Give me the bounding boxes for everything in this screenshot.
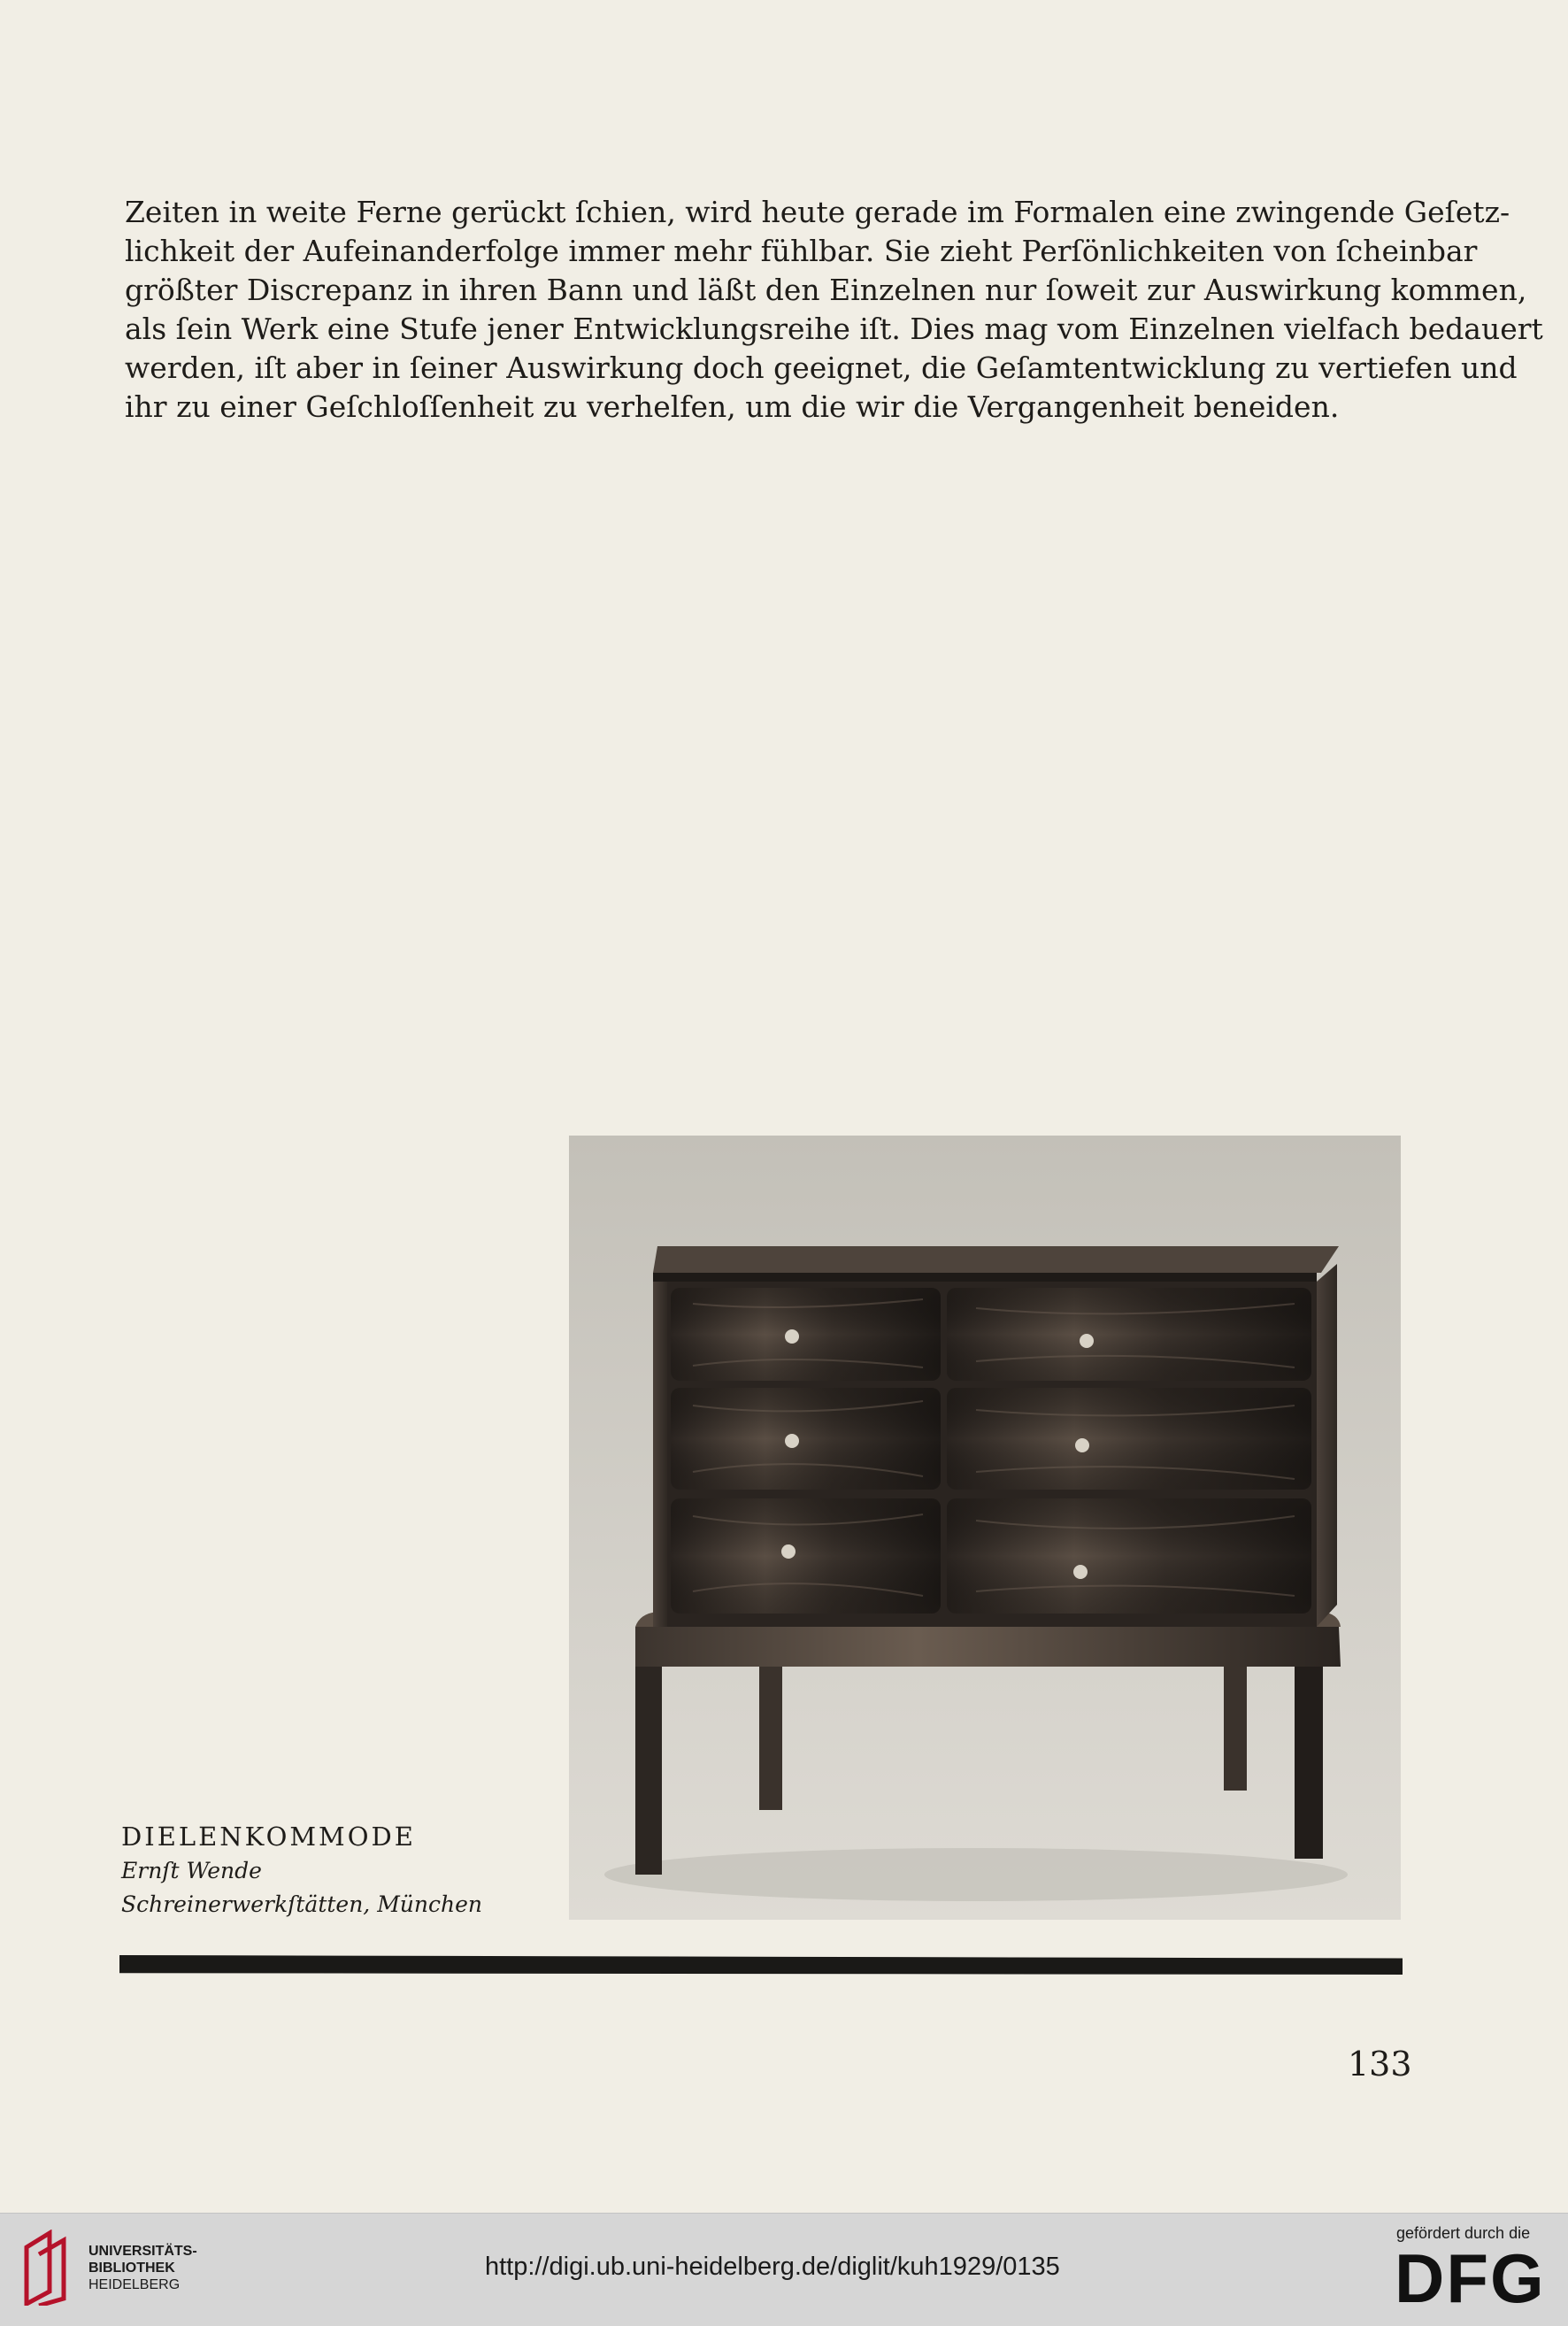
library-name-line: UNIVERSITÄTS- [88, 2244, 197, 2259]
dfg-logo: DFG [1395, 2239, 1546, 2317]
furniture-photograph [569, 1136, 1401, 1920]
drawer-row-2 [671, 1388, 1311, 1490]
caption-designer: Ernſt Wende [121, 1858, 262, 1883]
body-line: größter Discrepanz in ihren Bann und läßt den Einzelnen nur ſoweit zur Auswirkung kommen, [125, 273, 1527, 307]
body-line: als ſein Werk eine Stufe jener Entwicklungsreihe iſt. Dies mag vom Einzelnen vielfach bedauert [125, 312, 1543, 346]
drawer-row-1 [671, 1288, 1311, 1381]
library-name-line: BIBLIOTHEK [88, 2261, 175, 2276]
caption-workshop: Schreinerwerkſtätten, München [121, 1891, 482, 1917]
funded-by-label: gefördert durch die [1396, 2224, 1531, 2242]
caption-title: DIELENKOMMODE [121, 1822, 416, 1852]
commode-illustration [569, 1136, 1401, 1920]
body-line: Zeiten in weite Ferne gerückt ſchien, wird heute gerade im Formalen eine zwingende Geſetz- [125, 195, 1510, 229]
library-name-line: HEIDELBERG [88, 2277, 181, 2292]
photo-caption [121, 1819, 482, 1922]
page-number: 133 [1348, 2045, 1412, 2083]
university-library-logo-icon [19, 2230, 73, 2306]
body-line: ihr zu einer Geſchloſſenheit zu verhelfen, um die wir die Vergangenheit beneiden. [125, 389, 1340, 424]
body-paragraph [125, 193, 1543, 427]
thick-rule-divider [119, 1955, 1403, 1975]
drawer-row-3 [671, 1498, 1311, 1614]
body-line: lichkeit der Aufeinanderfolge immer mehr fühlbar. Sie zieht Perſönlichkeiten von ſcheinbar [125, 234, 1478, 268]
library-name [88, 2243, 197, 2293]
body-line: werden, iſt aber in ſeiner Auswirkung doch geeignet, die Geſamtentwicklung zu vertiefen und [125, 350, 1518, 385]
permalink-url[interactable]: http://digi.ub.uni-heidelberg.de/diglit/kuh1929/0135 [485, 2253, 1060, 2281]
